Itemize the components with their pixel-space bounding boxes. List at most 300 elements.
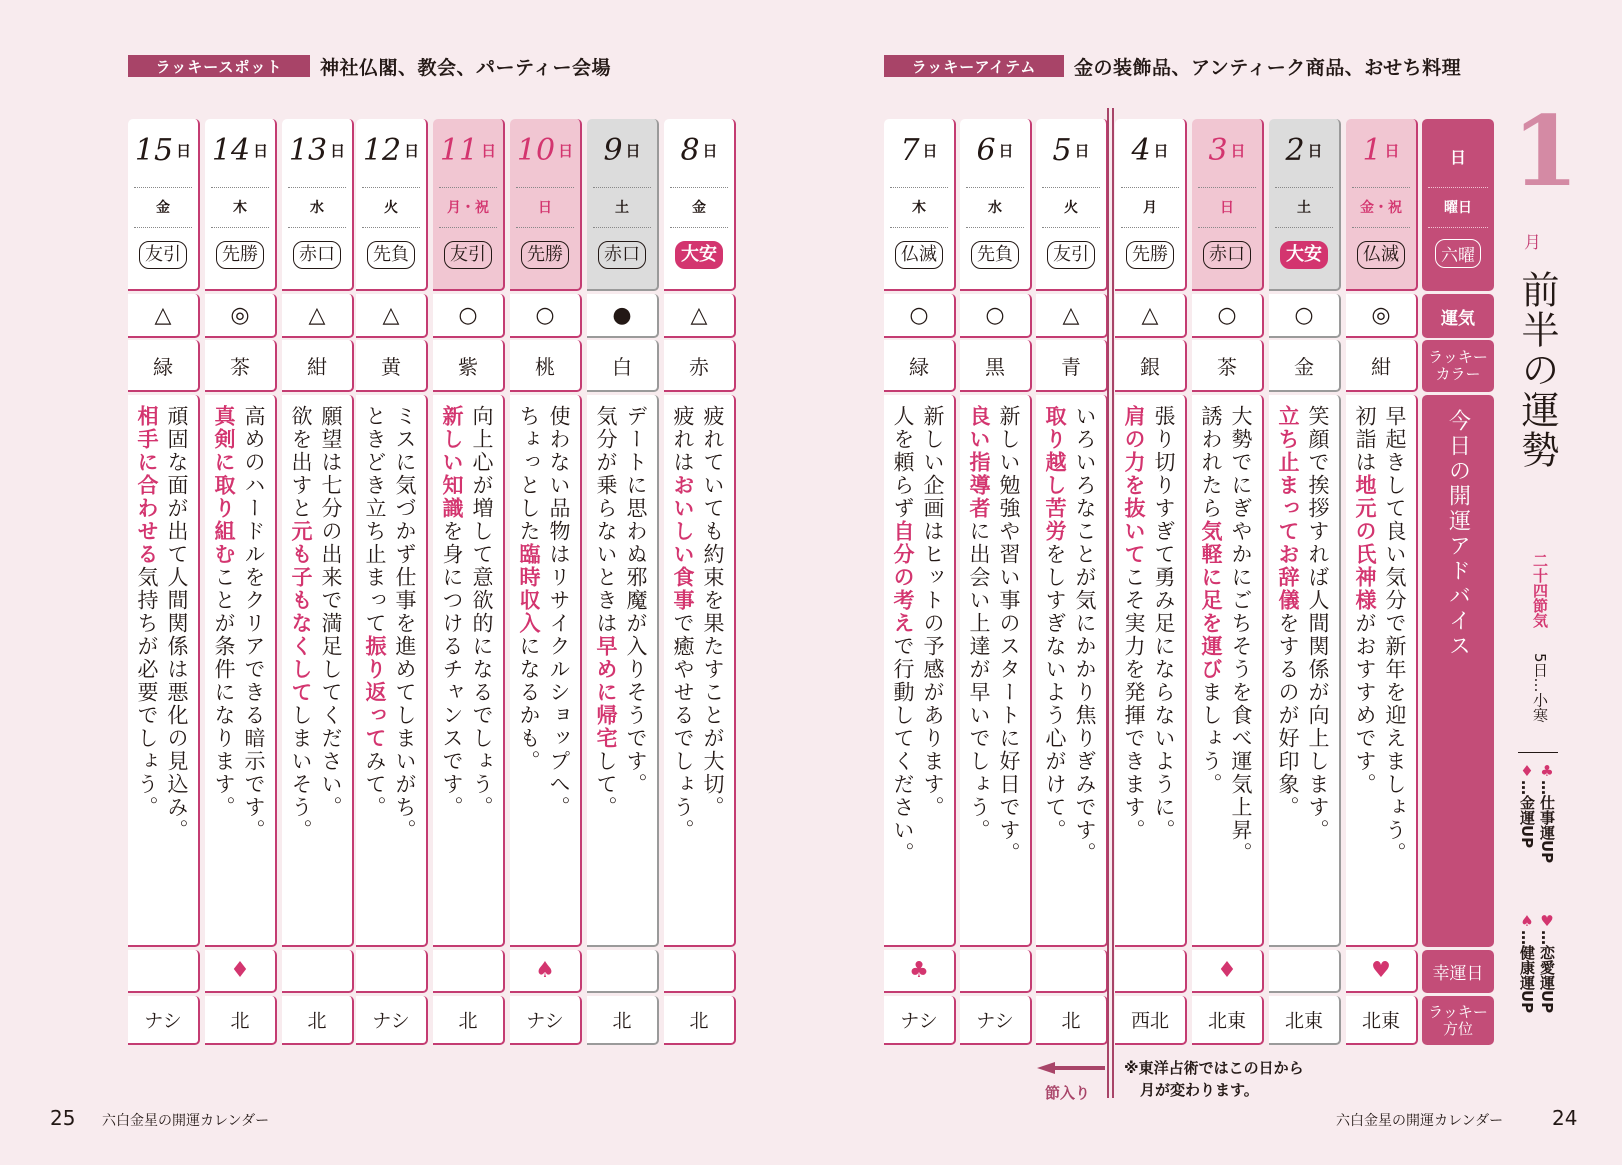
legend-diamond (1518, 762, 1536, 848)
day-suffix: 日 (702, 142, 718, 160)
setsuiri-divider (1107, 108, 1114, 1098)
rokuyo-badge: 先勝 (521, 241, 569, 269)
advice-cell (356, 395, 428, 947)
advice-highlight: 新しい知識 (440, 405, 464, 520)
weekday: 火 (1064, 200, 1078, 216)
unki-cell: △ (128, 294, 200, 338)
unki-cell: ○ (884, 294, 956, 338)
lucky-spot-value: 神社仏閣、教会、パーティー会場 (320, 56, 611, 79)
day-suffix: 日 (176, 142, 192, 160)
advice-segment: 気持ちが必要でしょう。 (135, 566, 159, 819)
lucky-day-cell: ♣ (884, 950, 956, 993)
advice-highlight: 早めに帰宅 (594, 635, 618, 750)
advice-segment: 新しい企画はヒットの予感があります。 (921, 405, 945, 819)
unki-cell: ◎ (1346, 294, 1418, 338)
dotted-divider (1121, 227, 1179, 228)
day-suffix: 日 (1074, 142, 1090, 160)
advice-segment: ミスに気づかず仕事を進めてしまいがち。 (393, 405, 417, 842)
day-number: 6 (976, 133, 996, 168)
weekday: 金・祝 (1360, 200, 1402, 216)
weekday: 月 (1143, 200, 1157, 216)
header-day: 日 (1449, 148, 1466, 167)
day-number: 11 (439, 133, 479, 168)
advice-highlight: おいしい食事 (671, 474, 695, 612)
dotted-divider (211, 187, 269, 188)
rokuyo-badge: 先勝 (216, 241, 264, 269)
lucky-direction-cell: 北 (433, 996, 505, 1045)
advice-highlight: 相手に合わせる (135, 405, 159, 566)
rokuyo-badge: 先負 (971, 241, 1019, 269)
day-number: 1 (1362, 133, 1382, 168)
lucky-direction-cell: 西北 (1115, 996, 1187, 1045)
weekday: 金 (692, 200, 706, 216)
unki-cell: ◎ (205, 294, 277, 338)
dotted-divider (1198, 227, 1256, 228)
advice-segment: になるかも。 (517, 635, 541, 773)
dotted-divider (1198, 187, 1256, 188)
advice-segment: 早起きして良い気分で新年を迎えましょう。 (1383, 405, 1407, 865)
lucky-day-cell: ♥ (1346, 950, 1418, 993)
advice-segment: 笑顔で挨拶すれば人間関係が向上します。 (1306, 405, 1330, 842)
lucky-direction-cell: ナシ (884, 996, 956, 1045)
advice-segment: 大勢でにぎやかにごちそうを食べ運気上昇。 (1229, 405, 1253, 865)
unki-cell: △ (1115, 294, 1187, 338)
day-suffix: 日 (253, 142, 269, 160)
lucky-day-cell (356, 950, 428, 993)
lucky-direction-cell: 北東 (1269, 996, 1341, 1045)
header-advice (1422, 395, 1494, 947)
day-header-cell (433, 119, 505, 291)
lucky-color-cell: 紫 (433, 340, 505, 392)
advice-segment: を身につけるチャンスです。 (440, 520, 464, 819)
advice-segment: 新しい勉強や習い事のスタートに好日です。 (997, 405, 1021, 865)
day-header-cell (1269, 119, 1341, 291)
dotted-divider (288, 187, 346, 188)
date (356, 133, 426, 168)
dotted-divider (1352, 227, 1410, 228)
dotted-divider (593, 187, 651, 188)
legend-diamond-text: …金運UP (1518, 780, 1536, 849)
rokuyo-badge: 仏滅 (1357, 241, 1405, 269)
lucky-day-cell: ♦ (1192, 950, 1264, 993)
advice-text (437, 405, 497, 945)
date (510, 133, 580, 168)
unki-cell: ○ (960, 294, 1032, 338)
lucky-item-bar (884, 54, 1461, 78)
dotted-divider (966, 227, 1024, 228)
advice-highlight: 気軽に足を運び (1199, 520, 1223, 681)
header-lucky-color: ラッキーカラー (1422, 340, 1494, 392)
dotted-divider (670, 187, 728, 188)
advice-segment: 疲れていても約束を果たすことが大切。 (701, 405, 725, 819)
dotted-divider (134, 227, 192, 228)
day-header-cell (205, 119, 277, 291)
advice-segment: 高めのハードルをクリアできる暗示です。 (242, 405, 266, 842)
dotted-divider (211, 227, 269, 228)
advice-text (668, 405, 728, 945)
sekki-value: 5日…小寒 (1531, 653, 1549, 723)
lucky-color-cell: 紺 (282, 340, 354, 392)
header-lucky-direction: ラッキー方位 (1422, 996, 1494, 1045)
unki-cell: △ (664, 294, 736, 338)
day-number: 9 (603, 133, 623, 168)
header-rokuyo: 六曜 (1435, 239, 1481, 268)
advice-cell (1115, 395, 1187, 947)
advice-segment: ちょっとした (517, 405, 541, 543)
lucky-spot-bar (128, 54, 611, 78)
lucky-item-label: ラッキーアイテム (884, 55, 1064, 77)
advice-segment: 向上心が増して意欲的になるでしょう。 (470, 405, 494, 819)
advice-segment: 願望は七分の出来で満足してください。 (319, 405, 343, 819)
unki-cell: ○ (1192, 294, 1264, 338)
advice-segment: して。 (594, 750, 618, 819)
legend-heart (1538, 912, 1556, 1013)
lucky-direction-cell: 北 (282, 996, 354, 1045)
lucky-item-value: 金の装飾品、アンティーク商品、おせち料理 (1074, 56, 1462, 79)
day-suffix: 日 (404, 142, 420, 160)
sekki-title: 二十四節気 (1531, 553, 1549, 628)
advice-segment: 使わない品物はリサイクルショップへ。 (547, 405, 571, 819)
note-line-1: ※東洋占術ではこの日から (1124, 1059, 1304, 1077)
advice-highlight: 元も子もなくして (289, 520, 313, 704)
advice-segment: 張り切りすぎて勇み足にならないように。 (1152, 405, 1176, 842)
day-suffix: 日 (1384, 142, 1400, 160)
month-number: 1 (1512, 95, 1579, 208)
day-number: 2 (1285, 133, 1305, 168)
month-kanji: 月 (1524, 233, 1541, 253)
rokuyo-badge: 先負 (367, 241, 415, 269)
day-number: 10 (516, 133, 556, 168)
lucky-day-cell (960, 950, 1032, 993)
advice-segment: をするのが好印象。 (1276, 612, 1300, 819)
dotted-divider (1275, 227, 1333, 228)
advice-segment: こそ実力を発揮できます。 (1122, 566, 1146, 842)
advice-cell (587, 395, 659, 947)
day-number: 15 (134, 133, 174, 168)
setsuiri-label: 節入り (1045, 1084, 1091, 1102)
advice-segment: デートに思わぬ邪魔が入りそうです。 (624, 405, 648, 796)
dotted-divider (362, 227, 420, 228)
day-number: 3 (1208, 133, 1228, 168)
advice-text (964, 405, 1024, 945)
diamond-icon: ♦ (1518, 762, 1536, 780)
advice-cell (510, 395, 582, 947)
footer-title-left: 六白金星の開運カレンダー (102, 1113, 270, 1129)
day-number: 4 (1131, 133, 1151, 168)
lucky-color-cell: 黒 (960, 340, 1032, 392)
advice-segment: ことが条件になります。 (212, 566, 236, 819)
rokuyo-badge: 大安 (675, 241, 723, 269)
weekday: 木 (233, 200, 247, 216)
date (205, 133, 275, 168)
advice-highlight: 地元の氏神様 (1353, 474, 1377, 612)
page-number-left: 25 (50, 1106, 76, 1130)
advice-highlight: 取り越し苦労 (1043, 405, 1067, 543)
dotted-divider (439, 227, 497, 228)
date (433, 133, 503, 168)
day-suffix: 日 (1230, 142, 1246, 160)
day-suffix: 日 (922, 142, 938, 160)
rokuyo-badge: 友引 (444, 241, 492, 269)
advice-segment: しまいそう。 (289, 704, 313, 842)
lucky-direction-cell: 北 (664, 996, 736, 1045)
unki-cell: △ (282, 294, 354, 338)
legend-divider (1518, 752, 1558, 753)
header-unki: 運気 (1422, 294, 1494, 338)
advice-segment: で行動してください。 (891, 635, 915, 865)
advice-segment: がおすすめです。 (1353, 612, 1377, 796)
unki-cell: △ (1036, 294, 1108, 338)
dotted-divider (1042, 187, 1100, 188)
dotted-divider (890, 227, 948, 228)
advice-segment: 欲を出すと (289, 405, 313, 520)
advice-highlight: 良い指導者 (967, 405, 991, 520)
legend-spade (1518, 912, 1536, 1013)
lucky-direction-cell: 北 (587, 996, 659, 1045)
advice-cell (1269, 395, 1341, 947)
advice-highlight: 振り返って (363, 635, 387, 750)
lucky-day-cell (433, 950, 505, 993)
day-header-cell (1115, 119, 1187, 291)
dotted-divider (1275, 187, 1333, 188)
day-number: 12 (362, 133, 402, 168)
dotted-divider (966, 187, 1024, 188)
lucky-direction-cell: ナシ (356, 996, 428, 1045)
advice-segment: 人を頼らず (891, 405, 915, 520)
advice-segment: みて。 (363, 750, 387, 819)
advice-text (514, 405, 574, 945)
day-header-cell (960, 119, 1032, 291)
advice-highlight: 真剣に取り組む (212, 405, 236, 566)
rokuyo-badge: 友引 (139, 241, 187, 269)
legend-spade-text: …健康運UP (1518, 930, 1536, 1014)
rokuyo-badge: 仏滅 (895, 241, 943, 269)
advice-text (888, 405, 948, 945)
header-top (1422, 119, 1494, 291)
advice-text (1350, 405, 1410, 945)
advice-segment: ましょう。 (1199, 681, 1223, 796)
day-number: 14 (211, 133, 251, 168)
day-header-cell (282, 119, 354, 291)
lucky-color-cell: 黄 (356, 340, 428, 392)
date (1346, 133, 1416, 168)
advice-segment: 初詣は (1353, 405, 1377, 474)
dotted-divider (516, 187, 574, 188)
lucky-direction-cell: 北東 (1192, 996, 1264, 1045)
lucky-color-cell: 金 (1269, 340, 1341, 392)
rokuyo-badge: 赤口 (1203, 241, 1251, 269)
header-weekday: 曜日 (1444, 200, 1472, 216)
unki-cell: ○ (510, 294, 582, 338)
day-suffix: 日 (1307, 142, 1323, 160)
weekday: 水 (988, 200, 1002, 216)
dotted-divider (890, 187, 948, 188)
advice-segment: 頑固な面が出て人間関係は悪化の見込み。 (165, 405, 189, 842)
day-number: 7 (900, 133, 920, 168)
day-number: 13 (288, 133, 328, 168)
dotted-divider (288, 227, 346, 228)
advice-cell (1036, 395, 1108, 947)
date (587, 133, 657, 168)
advice-segment: ときどき立ち止まって (363, 405, 387, 635)
unki-cell: ● (587, 294, 659, 338)
advice-cell (282, 395, 354, 947)
day-header-cell (1192, 119, 1264, 291)
club-icon: ♣ (1538, 762, 1556, 780)
advice-cell (433, 395, 505, 947)
arrow-left-icon (1037, 1062, 1105, 1074)
lucky-day-cell: ♦ (205, 950, 277, 993)
lucky-color-cell: 茶 (205, 340, 277, 392)
advice-highlight: 肩の力を抜いて (1122, 405, 1146, 566)
advice-cell (1346, 395, 1418, 947)
dotted-divider (516, 227, 574, 228)
lucky-day-cell (1269, 950, 1341, 993)
lucky-day-cell (128, 950, 200, 993)
advice-cell (960, 395, 1032, 947)
weekday: 土 (1297, 200, 1311, 216)
lucky-color-cell: 赤 (664, 340, 736, 392)
day-suffix: 日 (998, 142, 1014, 160)
advice-highlight: 立ち止まってお辞儀 (1276, 405, 1300, 612)
lucky-direction-cell: ナシ (510, 996, 582, 1045)
day-suffix: 日 (481, 142, 497, 160)
advice-segment: 疲れは (671, 405, 695, 474)
unki-cell: △ (356, 294, 428, 338)
header-lucky-day: 幸運日 (1422, 950, 1494, 993)
heart-icon: ♥ (1538, 912, 1556, 930)
lucky-direction-cell: ナシ (960, 996, 1032, 1045)
weekday: 月・祝 (447, 200, 489, 216)
advice-text (1196, 405, 1256, 945)
day-header-cell (587, 119, 659, 291)
footer-title-right: 六白金星の開運カレンダー (1336, 1113, 1504, 1129)
date (282, 133, 352, 168)
date (1036, 133, 1106, 168)
advice-cell (884, 395, 956, 947)
day-number: 5 (1052, 133, 1072, 168)
advice-segment: 誘われたら (1199, 405, 1223, 520)
weekday: 火 (384, 200, 398, 216)
advice-cell (664, 395, 736, 947)
dotted-divider (1352, 187, 1410, 188)
day-header-cell (1036, 119, 1108, 291)
weekday: 土 (615, 200, 629, 216)
advice-cell (1192, 395, 1264, 947)
advice-text (209, 405, 269, 945)
unki-cell: ○ (433, 294, 505, 338)
day-number: 8 (680, 133, 700, 168)
advice-text (1040, 405, 1100, 945)
setsuiri-note (1124, 1057, 1304, 1101)
lucky-day-cell: ♠ (510, 950, 582, 993)
dotted-divider (670, 227, 728, 228)
dotted-divider (1428, 187, 1488, 188)
page-number-right: 24 (1552, 1106, 1578, 1130)
spade-icon: ♠ (1518, 912, 1536, 930)
header-advice-label: 今日の開運アドバイス (1445, 409, 1471, 659)
advice-segment: いろいろなことが気にかかり焦りぎみです。 (1073, 405, 1097, 865)
lucky-color-cell: 緑 (884, 340, 956, 392)
advice-cell (128, 395, 200, 947)
lucky-day-cell (1036, 950, 1108, 993)
section-title: 前半の運勢 (1515, 270, 1559, 470)
rokuyo-badge: 大安 (1280, 241, 1328, 269)
dotted-divider (362, 187, 420, 188)
advice-text (591, 405, 651, 945)
day-suffix: 日 (558, 142, 574, 160)
day-suffix: 日 (330, 142, 346, 160)
date (128, 133, 198, 168)
legend-club-text: …仕事運UP (1538, 780, 1556, 864)
advice-segment: で癒やせるでしょう。 (671, 612, 695, 842)
advice-cell (205, 395, 277, 947)
unki-cell: ○ (1269, 294, 1341, 338)
lucky-day-cell (282, 950, 354, 993)
day-header-cell (356, 119, 428, 291)
lucky-day-cell (587, 950, 659, 993)
lucky-color-cell: 紺 (1346, 340, 1418, 392)
lucky-color-cell: 緑 (128, 340, 200, 392)
dotted-divider (134, 187, 192, 188)
date (884, 133, 954, 168)
dotted-divider (1121, 187, 1179, 188)
lucky-spot-label: ラッキースポット (128, 55, 310, 77)
advice-text (286, 405, 346, 945)
legend-heart-text: …恋愛運UP (1538, 930, 1556, 1014)
day-header-cell (128, 119, 200, 291)
advice-highlight: 自分の考え (891, 520, 915, 635)
lucky-day-cell (664, 950, 736, 993)
lucky-direction-cell: 北東 (1346, 996, 1418, 1045)
lucky-color-cell: 桃 (510, 340, 582, 392)
date (1115, 133, 1185, 168)
weekday: 金 (156, 200, 170, 216)
day-suffix: 日 (625, 142, 641, 160)
day-suffix: 日 (1153, 142, 1169, 160)
date (1192, 133, 1262, 168)
lucky-color-cell: 青 (1036, 340, 1108, 392)
advice-text (132, 405, 192, 945)
lucky-color-cell: 銀 (1115, 340, 1187, 392)
rokuyo-badge: 赤口 (293, 241, 341, 269)
day-header-cell (884, 119, 956, 291)
advice-highlight: 臨時収入 (517, 543, 541, 635)
rokuyo-badge: 友引 (1047, 241, 1095, 269)
day-header-cell (1346, 119, 1418, 291)
date (1269, 133, 1339, 168)
lucky-day-cell (1115, 950, 1187, 993)
weekday: 木 (912, 200, 926, 216)
advice-text (360, 405, 420, 945)
dotted-divider (593, 227, 651, 228)
dotted-divider (1042, 227, 1100, 228)
advice-segment: 気分が乗らないときは (594, 405, 618, 635)
rokuyo-badge: 赤口 (598, 241, 646, 269)
date (664, 133, 734, 168)
advice-segment: に出会い上達が早いでしょう。 (967, 520, 991, 842)
dotted-divider (439, 187, 497, 188)
lucky-direction-cell: ナシ (128, 996, 200, 1045)
note-line-2: 月が変わります。 (1140, 1081, 1259, 1099)
advice-text (1119, 405, 1179, 945)
rokuyo-badge: 先勝 (1126, 241, 1174, 269)
advice-text (1273, 405, 1333, 945)
weekday: 日 (538, 200, 552, 216)
legend-club (1538, 762, 1556, 863)
date (960, 133, 1030, 168)
lucky-color-cell: 白 (587, 340, 659, 392)
